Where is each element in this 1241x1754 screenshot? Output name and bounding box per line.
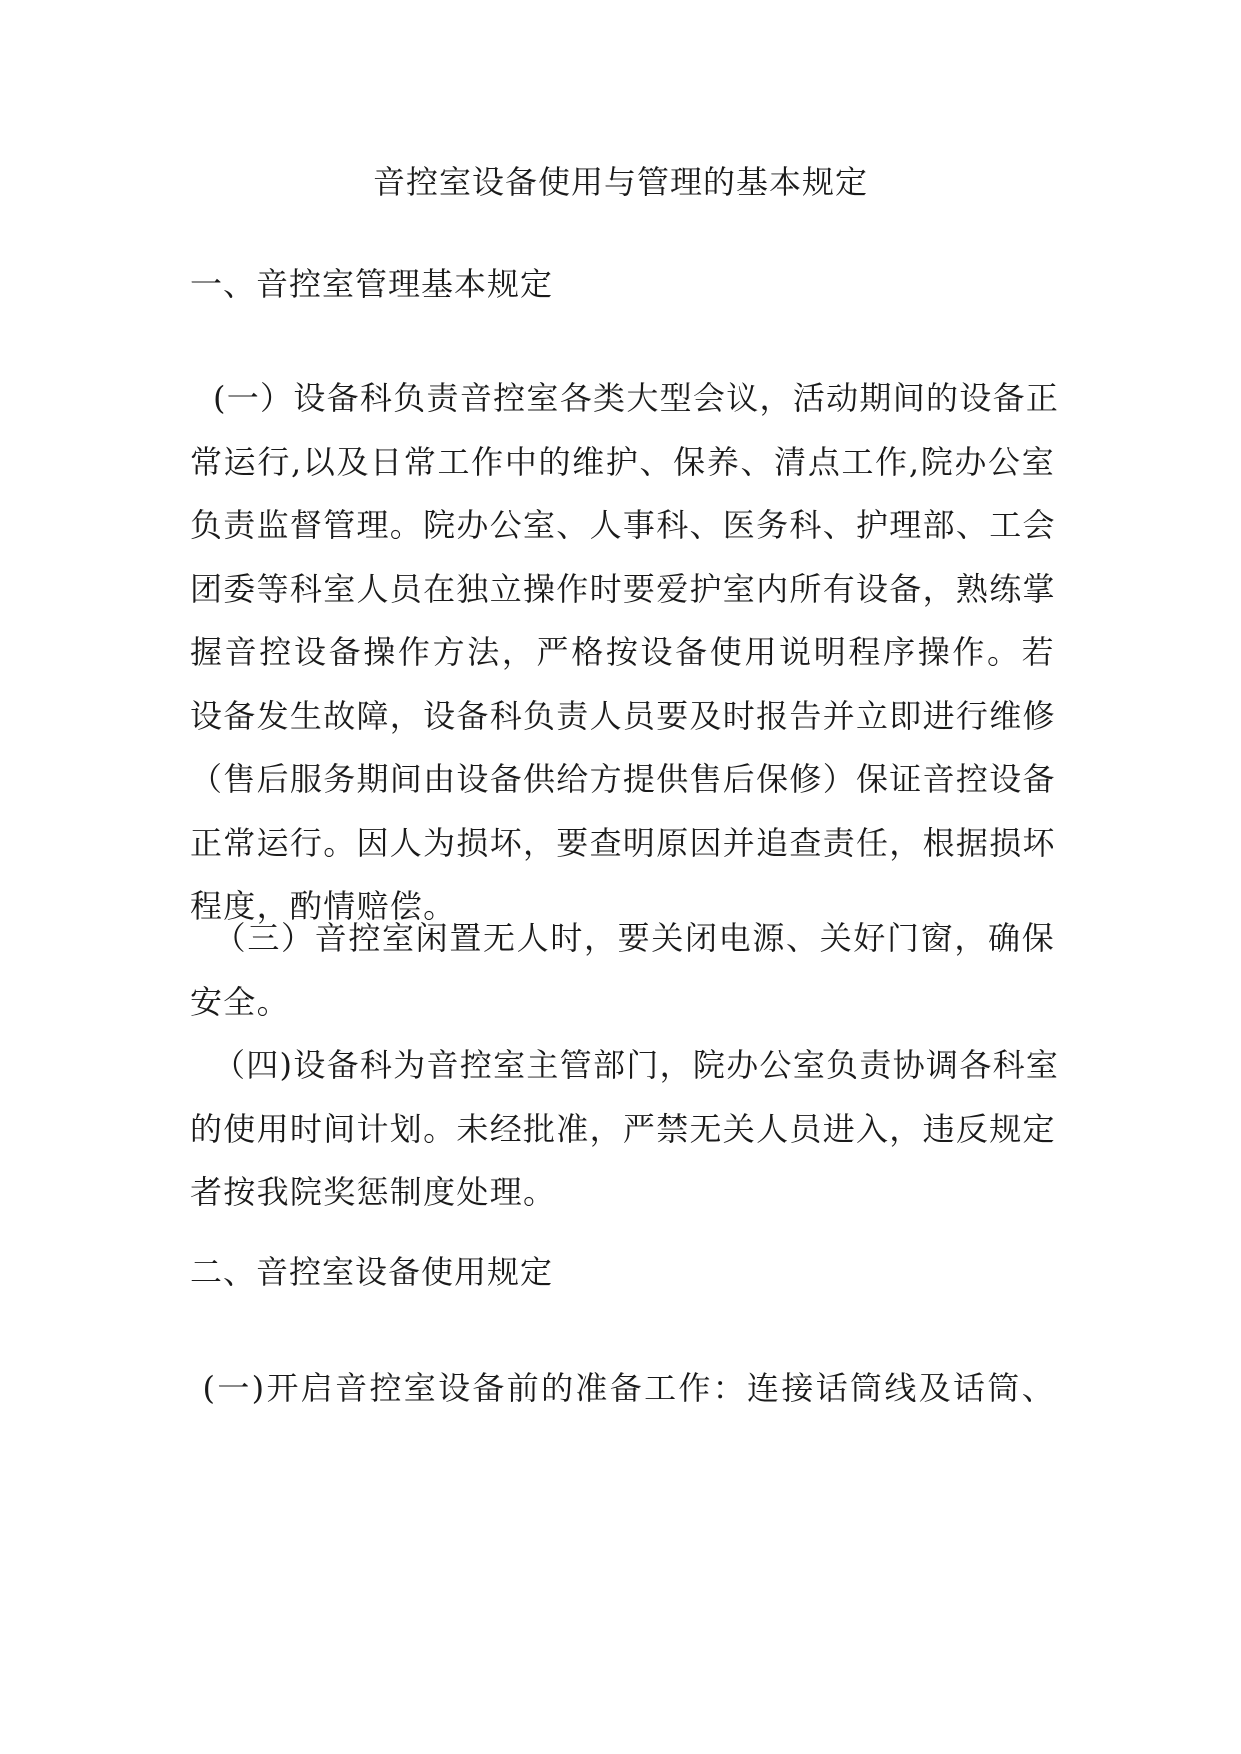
section1-paragraph-1 bbox=[190, 367, 1060, 939]
paragraph-line: （三）音控室闲置无人时，要关闭电源、关好门窗，确保 bbox=[190, 919, 1055, 957]
paragraph-line: 程度，酌情赔偿。 bbox=[190, 887, 457, 925]
section-heading-2: 二、音控室设备使用规定 bbox=[190, 1253, 554, 1291]
paragraph-line: 者按我院奖惩制度处理。 bbox=[190, 1173, 557, 1211]
paragraph-line: 握音控设备操作方法，严格按设备使用说明程序操作。若 bbox=[190, 633, 1055, 671]
paragraph-line: 团委等科室人员在独立操作时要爱护室内所有设备，熟练掌 bbox=[190, 569, 1056, 608]
paragraph-line: 安全。 bbox=[190, 982, 290, 1021]
paragraph-line: 设备发生故障，设备科负责人员要及时报告并立即进行维修 bbox=[190, 696, 1056, 735]
paragraph-line: （四)设备科为音控室主管部门，院办公室负责协调各科室 bbox=[190, 1046, 1060, 1084]
paragraph-line: 正常运行。因人为损坏，要查明原因并追查责任，根据损坏 bbox=[190, 823, 1056, 862]
paragraph-line: (一)开启音控室设备前的准备工作：连接话筒线及话筒、 bbox=[190, 1369, 1055, 1407]
paragraph-line: 常运行,以及日常工作中的维护、保养、清点工作,院办公室 bbox=[190, 442, 1055, 481]
section-heading-1: 一、音控室管理基本规定 bbox=[190, 265, 554, 303]
document-title: 音控室设备使用与管理的基本规定 bbox=[372, 163, 868, 201]
paragraph-line: 负责监督管理。院办公室、人事科、医务科、护理部、工会 bbox=[190, 506, 1056, 544]
paragraph-line: 的使用时间计划。未经批准，严禁无关人员进入，违反规定 bbox=[190, 1109, 1056, 1148]
section1-paragraph-3 bbox=[190, 1034, 1060, 1225]
paragraph-line: (一）设备科负责音控室各类大型会议，活动期间的设备正 bbox=[190, 379, 1060, 417]
section2-paragraph-1 bbox=[190, 1357, 1055, 1421]
paragraph-line: （售后服务期间由设备供给方提供售后保修）保证音控设备 bbox=[190, 760, 1056, 798]
section1-paragraph-2 bbox=[190, 907, 1055, 1034]
